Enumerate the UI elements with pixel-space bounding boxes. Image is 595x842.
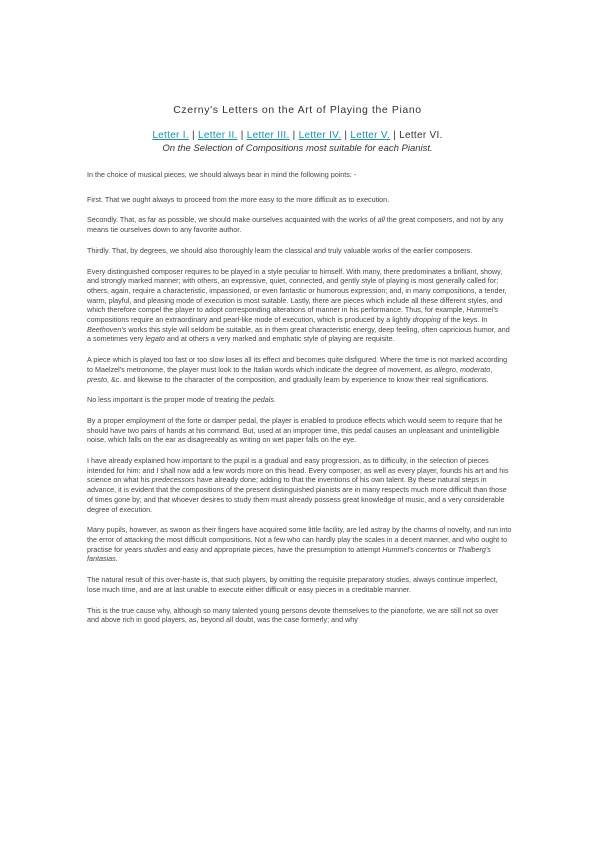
nav-separator: | <box>393 130 397 141</box>
nav-link-letter-1[interactable]: Letter I. <box>152 130 189 141</box>
paragraph: In the choice of musical pieces, we should always bear in mind the following points: - <box>87 170 357 179</box>
nav-separator: | <box>292 130 296 141</box>
paragraph: By a proper employment of the forte or damper pedal, the player is enabled to produce effects which would seem to require that he should have two pairs of hands at his command. But, used at an improper time, this pedal causes an unpleasant and unintelligible noise, which falls on the ear as disagreeably as writing on wet paper falls on the eye. <box>87 415 503 445</box>
emphasized-text: studies <box>144 544 167 554</box>
nav-separator: | <box>240 130 244 141</box>
paragraph: No less important is the proper mode of treating the pedals. <box>87 395 276 405</box>
paragraph: Many pupils, however, as swoon as their fingers have acquired some little facility, are led astray by the charms of novelty, and run into the error of attacking the most difficult compositions. Not a few who can hardly play the scales in a decent manner, and who ought to practise for years studies and easy and appropriate pieces, have the presumption to attempt Hummel's concertos or Thalberg's fantasias. <box>87 525 512 564</box>
nav-separator: | <box>344 130 348 141</box>
emphasized-text: pedals <box>252 395 274 405</box>
nav-link-letter-5[interactable]: Letter V. <box>350 130 391 141</box>
nav-current-letter: Letter VI. <box>399 130 443 141</box>
paragraph: A piece which is played too fast or too slow loses all its effect and becomes quite disfigured. Where the time is not marked according to Maelzel's metronome, the player must look to the Italian words which indicate the degree of movement, as allegro, moderato, presto, &c. and likewise to the character of the composition, and gradually learn by experience to know their real significations. <box>87 355 508 384</box>
emphasized-text: as allegro <box>424 364 456 374</box>
emphasized-text: Beethoven's <box>87 324 127 334</box>
emphasized-text: predecessors <box>151 475 195 485</box>
paragraph: I have already explained how important to the pupil is a gradual and easy progression, as to difficulty, in the selection of pieces intended for him: and I shall now add a few words more on this head. Every composer, as well as every player, founds his art and his science on what his predecessors have already done; adding to that the inventions of his own talent. By these natural steps in advance, it is evident that the compositions of the present distinguished pianists are in many respects much more difficult than those of times gone by; and that whoever desires to study them must already possess great knowledge of music, and a very considerable degree of execution. <box>87 456 509 514</box>
nav-link-letter-4[interactable]: Letter IV. <box>298 130 342 141</box>
paragraph: Secondly. That, as far as possible, we should make ourselves acquainted with the works of all the great composers, and not by any means tie ourselves down to any favorite author. <box>87 215 504 235</box>
emphasized-text: Hummel's <box>466 305 499 315</box>
paragraph: First. That we ought always to proceed from the more easy to the more difficult as to execution. <box>87 194 390 204</box>
emphasized-text: Thalberg's fantasias <box>87 544 491 564</box>
nav-link-letter-3[interactable]: Letter III. <box>246 130 290 141</box>
emphasized-text: dropping <box>412 315 441 325</box>
page-title: Czerny's Letters on the Art of Playing the Piano <box>173 104 422 116</box>
paragraph: The natural result of this over-haste is, that such players, by omitting the requisite preparatory studies, always continue imperfect, lose much time, and are at last unable to execute either difficult or easy pieces in a creditable manner. <box>87 575 498 594</box>
nav-separator: | <box>192 130 195 141</box>
letter-navigation <box>0 130 595 141</box>
emphasized-text: all <box>377 215 385 225</box>
paragraph: Every distinguished composer requires to be played in a style peculiar to himself. With many, there predominates a brilliant, showy, and strongly marked manner; with others, an expressive, quiet, connected, and gently style of playing is most generally called for; others, again, require a characteristic, impassioned, or even fantastic or humorous expression; and, in many compositions, a tender, warm, playful, and pleasing mode of execution is most suitable. Lastly, there are pieces which include all these different styles, and which therefore compel the player to adopt corresponding alterations of manner in his performance. Thus, for example, Hummel's compositions require an extraordinary and pearl-like mode of execution, which is produced by a lightly dropping of the keys. In Beethoven's works this style will seldom be suitable, as in them great characteristic energy, deep feeling, often capricious humor, and a sometimes very legato and at others a very marked and emphatic style of playing are requisite. <box>87 266 510 344</box>
nav-link-letter-2[interactable]: Letter II. <box>198 130 238 141</box>
body-text <box>87 170 512 636</box>
page-subtitle: On the Selection of Compositions most suitable for each Pianist. <box>162 143 433 154</box>
emphasized-text: moderato <box>459 364 491 374</box>
emphasized-text: legato <box>145 334 165 344</box>
emphasized-text: Hummel's concertos <box>382 544 448 554</box>
paragraph: Thirdly. That, by degrees, we should also thoroughly learn the classical and truly valuable works of the earlier composers. <box>87 245 473 255</box>
paragraph: This is the true cause why, although so many talented young persons devote themselves to the pianoforte, we are still not so over and above rich in good players, as, beyond all doubt, was the case formerly; and why <box>87 605 499 625</box>
emphasized-text: presto <box>87 374 107 384</box>
